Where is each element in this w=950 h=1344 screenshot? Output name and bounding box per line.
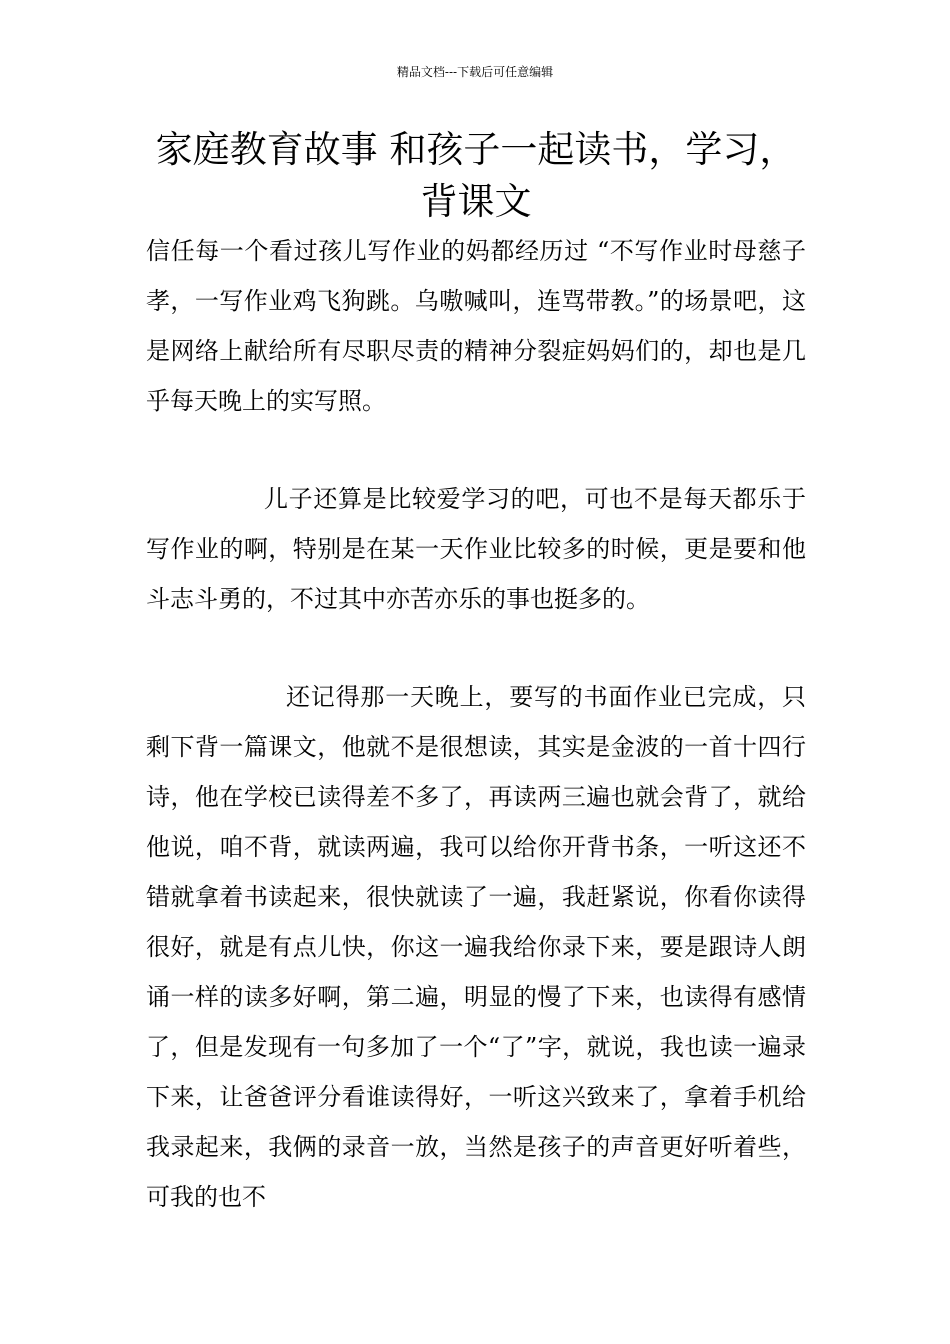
paragraph-2: 儿子还算是比较爱学习的吧，可也不是每天都乐于写作业的啊，特别是在某一天作业比较多的时候，更是要和他斗志斗勇的，不过其中亦苦亦乐的事也挺多的。 [146, 485, 806, 613]
paragraph-3: 还记得那一天晚上，要写的书面作业已完成，只剩下背一篇课文，他就不是很想读，其实是金波的一首十四行诗，他在学校已读得差不多了，再读两三遍也就会背了，就给他说，咱不背，就读两遍，我可以给你开背书条，一听这还不错就拿着书读起来，很快就读了一遍，我赶紧说，你看你读得很好，就是有点儿快，你这一遍我给你录下来，要是跟诗人朗诵一样的读多好啊，第二遍，明显的慢了下来，也读得有感情了，但是发现有一句多加了一个“了”字，就说，我也读一遍录下来，让爸爸评分看谁读得好，一听这兴致来了，拿着手机给我录起来，我俩的录音一放，当然是孩子的声音更好听着些，可我的也不 [146, 683, 806, 1211]
header-note: 精品文档---下载后可任意编辑 [396, 65, 554, 79]
document-title: 家庭教育故事 和孩子一起读书，学习，背课文 [155, 128, 797, 223]
paragraph-1: 信任每一个看过孩儿写作业的妈都经历过 “不写作业时母慈子孝，一写作业鸡飞狗跳。乌嗷喊叫，连骂带教。”的场景吧，这是网络上献给所有尽职尽责的精神分裂症妈妈们的，却也是几乎每天晚上的实写照。 [146, 237, 806, 415]
